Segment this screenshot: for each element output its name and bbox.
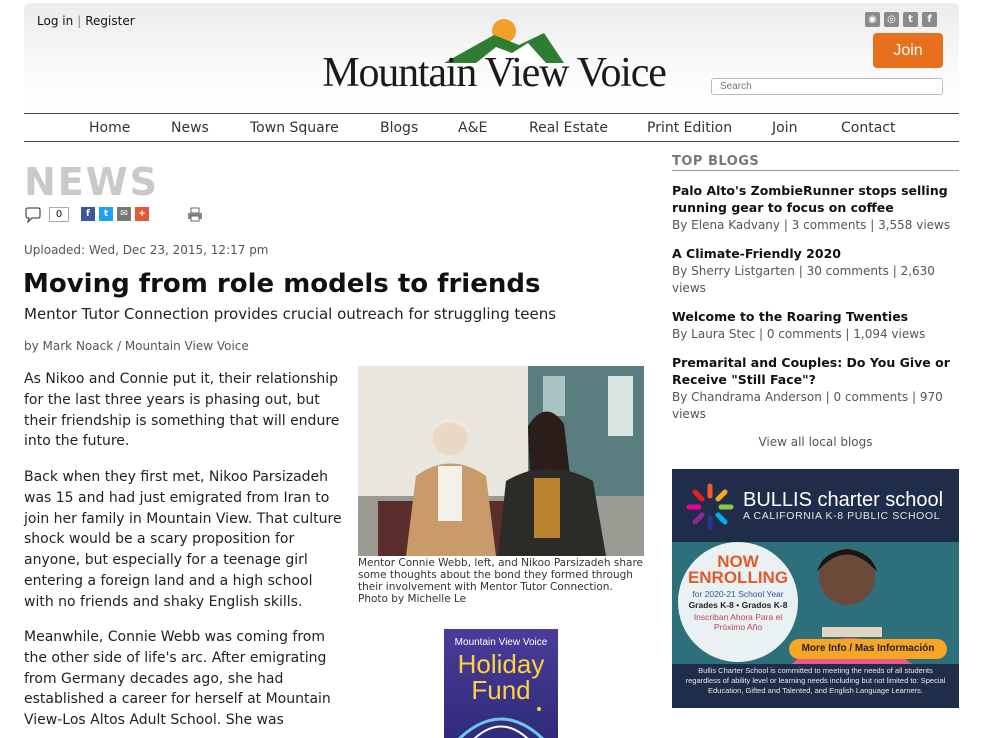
top-blogs-heading: TOP BLOGS (672, 154, 959, 171)
join-button[interactable]: Join (873, 33, 943, 68)
instagram-icon[interactable]: ◎ (884, 12, 899, 27)
facebook-icon[interactable]: f (922, 12, 937, 27)
blog-title[interactable]: Palo Alto's ZombieRunner stops selling running gear to focus on coffee (672, 183, 948, 215)
search-input[interactable] (711, 78, 943, 95)
view-all-blogs-link[interactable]: View all local blogs (758, 435, 873, 449)
upload-date: Uploaded: Wed, Dec 23, 2015, 12:17 pm (24, 243, 269, 257)
bullis-ad[interactable] (672, 469, 959, 708)
site-logo[interactable]: Mountain View Voice (322, 50, 666, 96)
blog-meta: By Elena Kadvany | 3 comments | 3,558 views (672, 218, 951, 232)
article-byline: by Mark Noack / Mountain View Voice (24, 339, 249, 353)
nav-home[interactable]: Home (89, 120, 131, 136)
blog-title[interactable]: Welcome to the Roaring Twenties (672, 309, 909, 324)
social-icons (865, 12, 937, 27)
nav-contact[interactable]: Contact (841, 120, 896, 136)
article-paragraph: As Nikoo and Connie put it, their relationship for the last three years is phasing out, but their friendship is something that will endure into the future. (24, 371, 340, 450)
nav-real-estate[interactable]: Real Estate (529, 120, 608, 136)
email-share-icon[interactable]: ✉ (117, 207, 131, 221)
article-paragraph: Back when they first met, Nikoo Parsizadeh was 15 and had just emigrated from Iran to join her family in Mountain View. That culture shock would be a scary proposition for anyone, but especially for a teenage girl entering a foreign land and a high school with no friends and shaky English skills. (24, 469, 342, 610)
blog-title[interactable]: Premarital and Couples: Do You Give or Receive "Still Face"? (672, 355, 950, 387)
now-enrolling: NOW ENROLLING (687, 552, 789, 587)
nav-ae[interactable]: A&E (458, 120, 488, 136)
facebook-share-icon[interactable]: f (81, 207, 95, 221)
more-info-button[interactable]: More Info / Mas Información (789, 639, 947, 659)
auth-links: Log in | Register (37, 14, 135, 28)
fund-title: Holiday Fund (457, 649, 545, 705)
blog-meta: By Sherry Listgarten | 30 comments | 2,630 views (672, 264, 935, 295)
register-link[interactable]: Register (85, 14, 135, 28)
nav-join[interactable]: Join (772, 120, 798, 136)
twitter-share-icon[interactable]: t (99, 207, 113, 221)
school-year: for 2020-21 School Year (692, 589, 784, 599)
holiday-fund-promo[interactable] (444, 629, 558, 738)
grades: Grades K-8 • Grados K-8 (688, 600, 788, 610)
nav-blogs[interactable]: Blogs (380, 120, 419, 136)
twitter-icon[interactable]: t (903, 12, 918, 27)
article-paragraph: Meanwhile, Connie Webb was coming from the other side of life's arc. After emigrating from Germany decades ago, she had established a career for herself at Mountain View-Los Altos Adult School. She was (24, 629, 331, 729)
article-photo[interactable] (358, 366, 644, 556)
fund-swirl-icon (444, 699, 558, 738)
nav-town-square[interactable]: Town Square (250, 120, 339, 136)
article-tools (24, 207, 224, 223)
bullis-logo-icon (684, 481, 736, 533)
main-nav (24, 113, 959, 142)
article-subhead: Mentor Tutor Connection provides crucial outreach for struggling teens (24, 305, 557, 323)
comment-count[interactable]: 0 (49, 207, 69, 222)
blog-title[interactable]: A Climate-Friendly 2020 (672, 246, 841, 261)
blog-meta: By Laura Stec | 0 comments | 1,094 views (672, 327, 926, 341)
site-header (24, 3, 959, 111)
article-headline: Moving from role models to friends (23, 269, 541, 299)
ad-tagline: A CALIFORNIA K-8 PUBLIC SCHOOL (743, 510, 941, 522)
inscriban-text: Inscriban Ahora Para el Próximo Año (693, 612, 783, 632)
ad-body: Bullis Charter School is committed to meeting the needs of all students regardless of ability level or learning needs including but not limited to: Special Education, Gifted and Talented, and English Language Learners. (685, 666, 946, 695)
nav-news[interactable]: News (171, 120, 209, 136)
blog-meta: By Chandrama Anderson | 0 comments | 970 views (672, 390, 943, 421)
login-link[interactable]: Log in (37, 14, 74, 28)
ad-brand: BULLIS charter school (743, 489, 944, 511)
print-icon[interactable] (187, 207, 203, 222)
section-title: NEWS (24, 160, 160, 204)
nav-print-edition[interactable]: Print Edition (647, 120, 733, 136)
comment-icon[interactable] (24, 207, 42, 223)
fund-publication: Mountain View Voice (454, 637, 548, 648)
photo-caption: Mentor Connie Webb, left, and Nikoo Parsizadeh share some thoughts about the bond they formed through their involvement with Mentor Tutor Connection. Photo by Michelle Le (358, 557, 643, 605)
rss-icon[interactable]: ◉ (865, 12, 880, 27)
more-share-icon[interactable]: + (135, 207, 149, 221)
